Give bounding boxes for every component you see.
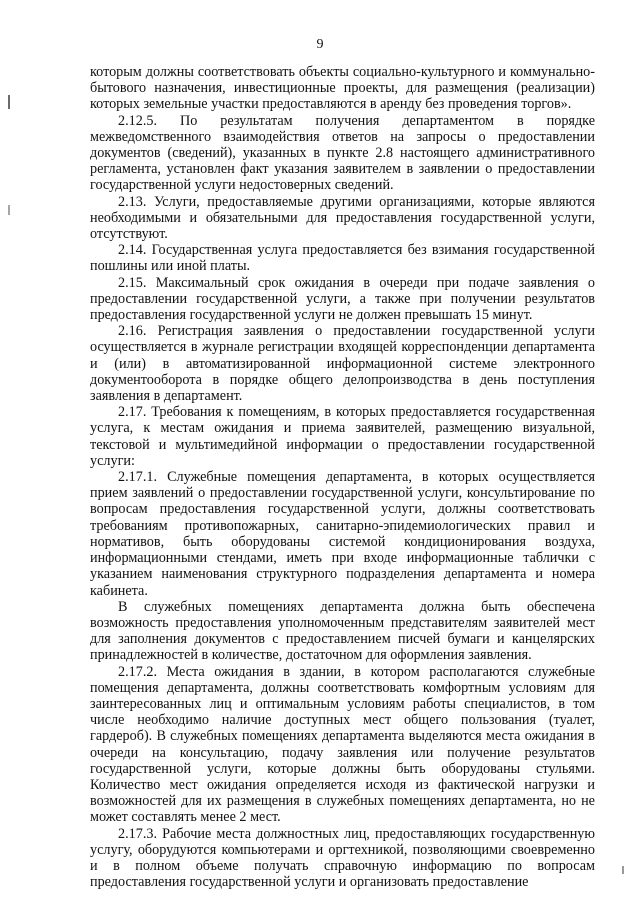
paragraph-2-17-1: 2.17.1. Служебные помещения департамента, в которых осуществляется прием заявлений о предоставлении государственной услуги, консультирование по вопросам предоставления государственной услуги, должны соответствовать требованиям противопожарных, санитарно-эпидемиологических правил и нормативов, быть оборудованы системой кондиционирования воздуха, информационными стендами, иметь при входе информационные таблички с указанием наименования структурного подразделения департамента и номера кабинета. (90, 469, 595, 599)
paragraph-2-16: 2.16. Регистрация заявления о предоставлении государственной услуги осуществляется в журнале регистрации входящей корреспонденции департамента и (или) в автоматизированной информационной системе электронного документооборота в порядке общего делопроизводства в день поступления заявления в департамент. (90, 323, 595, 405)
paragraph-2-17: 2.17. Требования к помещениям, в которых предоставляется государственная услуга, к местам ожидания и приема заявителей, размещению визуальной, текстовой и мультимедийной информации о предоставлении государственной услуги: (90, 404, 595, 469)
scan-artifact-mark (8, 205, 10, 215)
paragraph-2-14: 2.14. Государственная услуга предоставляется без взимания государственной пошлины или иной платы. (90, 242, 595, 275)
paragraph-2-13: 2.13. Услуги, предоставляемые другими организациями, которые являются необходимыми и обязательными для предоставления государственной услуги, отсутствуют. (90, 193, 595, 243)
scan-artifact-mark (8, 95, 10, 109)
document-body (90, 64, 595, 890)
paragraph-land-plots: которым должны соответствовать объекты социально-культурного и коммунально-бытового назначения, инвестиционные проекты, для размещения (реализации) которых земельные участки предоставляются в аренду без проведения торгов». (90, 64, 595, 113)
paragraph-2-17-2: 2.17.2. Места ожидания в здании, в котором располагаются служебные помещения департамента, должны соответствовать комфортным условиям для заинтересованных лиц и оптимальным условиям работы специалистов, в том числе необходимо наличие доступных мест общего пользования (туалет, гардероб). В служебных помещениях департамента выделяются места ожидания в очереди на консультацию, подачу заявления или получение результатов государственной услуги, которые должны быть оборудованы стульями. Количество мест ожидания определяется исходя из фактической нагрузки и возможностей для их размещения в служебных помещениях департамента, но не может составлять менее 2 мест. (90, 663, 595, 826)
paragraph-2-15: 2.15. Максимальный срок ожидания в очереди при подаче заявления о предоставлении государственной услуги, а также при получении результатов предоставления государственной услуги не должен превышать 15 минут. (90, 274, 595, 324)
scan-artifact-dot (622, 866, 624, 874)
page-number: 9 (316, 37, 324, 52)
paragraph-2-12-5: 2.12.5. По результатам получения департаментом в порядке межведомственного взаимодействия ответов на запросы о предоставлении документов (сведений), указанных в пункте 2.8 настоящего административного регламента, установлен факт указания заявителем в заявлении о предоставлении государственной услуги недостоверных сведений. (90, 112, 595, 194)
paragraph-2-17-3: 2.17.3. Рабочие места должностных лиц, предоставляющих государственную услугу, оборудуются компьютерами и оргтехникой, позволяющими своевременно и в полном объеме получать справочную информацию по вопросам предоставления государственной услуги и организовать предоставление (90, 825, 595, 891)
paragraph-supplies: В служебных помещениях департамента должна быть обеспечена возможность предоставления уполномоченным представителям заявителей мест для заполнения документов с предоставлением писчей бумаги и канцелярских принадлежностей в количестве, достаточном для оформления заявления. (90, 598, 595, 664)
